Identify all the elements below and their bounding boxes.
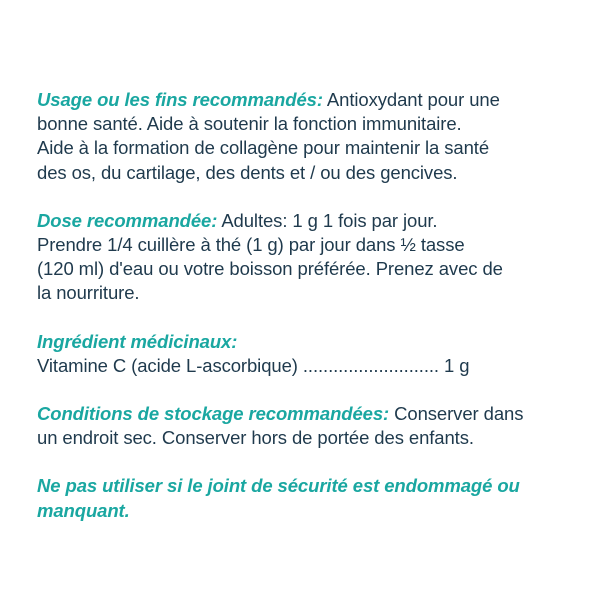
warning-text-2: manquant. — [37, 499, 130, 521]
dose-text-3: (120 ml) d'eau ou votre boisson préférée. Prenez avec de — [37, 258, 503, 280]
ingredient-name: Vitamine C (acide L-ascorbique) — [37, 354, 298, 376]
dose-text-1: Adultes: 1 g 1 fois par jour. — [217, 209, 438, 231]
usage-text-2: bonne santé. Aide à soutenir la fonction immunitaire. — [37, 113, 462, 135]
warning-section — [37, 474, 567, 522]
ingredient-row — [37, 354, 567, 378]
ingredients-section — [37, 330, 567, 378]
dose-text-2: Prendre 1/4 cuillère à thé (1 g) par jour dans ½ tasse — [37, 234, 465, 256]
storage-section — [37, 402, 567, 450]
product-label-text — [37, 88, 567, 547]
storage-text-2: un endroit sec. Conserver hors de portée des enfants. — [37, 427, 474, 449]
ingredient-amount: 1 g — [444, 354, 470, 376]
usage-text-3: Aide à la formation de collagène pour maintenir la santé — [37, 137, 490, 159]
usage-heading: Usage ou les fins recommandés: — [37, 89, 323, 110]
warning-text-1: Ne pas utiliser si le joint de sécurité est endommagé ou — [37, 475, 520, 497]
dose-text-4: la nourriture. — [37, 282, 140, 304]
usage-line-1 — [37, 88, 567, 112]
dose-line-1 — [37, 209, 567, 233]
ingredients-heading: Ingrédient médicinaux: — [37, 330, 238, 352]
storage-heading: Conditions de stockage recommandées: — [37, 403, 390, 425]
dose-heading: Dose recommandée: — [37, 209, 218, 231]
storage-line-1 — [37, 402, 567, 426]
storage-text-1: Conserver dans — [389, 403, 524, 425]
usage-text-1: Antioxydant pour une — [322, 89, 500, 110]
ingredient-leader: ........................... — [297, 354, 444, 376]
usage-section — [37, 88, 567, 185]
usage-text-4: des os, du cartilage, des dents et / ou des gencives. — [37, 161, 458, 183]
dose-section — [37, 209, 567, 306]
